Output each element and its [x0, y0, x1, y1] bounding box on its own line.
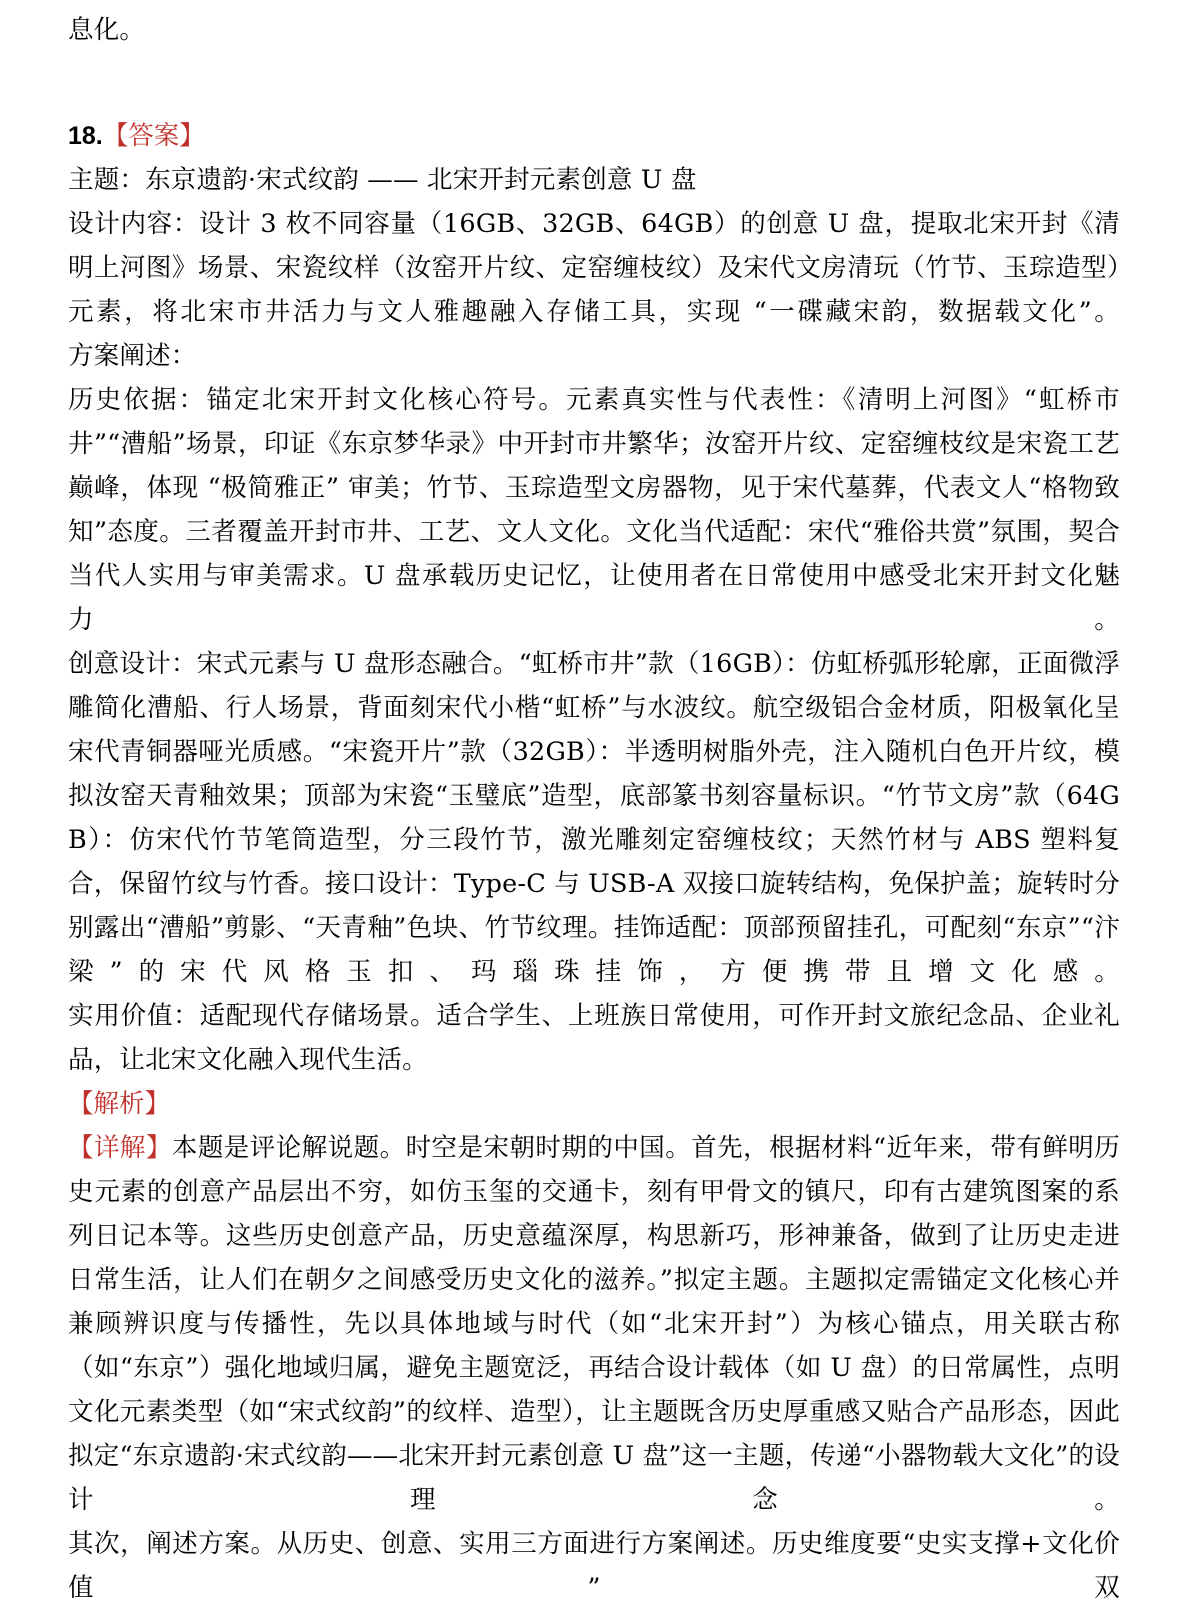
- detail-body-text: 本题是评论解说题。时空是宋朝时期的中国。首先，根据材料“近年来，带有鲜明历史元素的创意产品层出不穷，如仿玉玺的交通卡，刻有甲骨文的镇尺，印有古建筑图案的系列日记本等。这些历史创意产品，历史意蕴深厚，构思新巧，形神兼备，做到了让历史走进日常生活，让人们在朝夕之间感受历史文化的滋养。”拟定主题。主题拟定需锚定文化核心并兼顾辨识度与传播性，先以具体地域与时代（如“北宋开封”）为核心锚点，用关联古称（如“东京”）强化地域归属，避免主题宽泛，再结合设计载体（如 U 盘）的日常属性，点明文化元素类型（如“宋式纹韵”的纹样、造型），让主题既含历史厚重感又贴合产品形态，因此拟定“东京遗韵·宋式纹韵——北宋开封元素创意 U 盘”这一主题，传递“小器物载大文化”的设计理念。: [68, 1133, 1120, 1515]
- answer-creative-design: 创意设计：宋式元素与 U 盘形态融合。“虹桥市井”款（16GB）：仿虹桥弧形轮廓，正面微浮雕简化漕船、行人场景，背面刻宋代小楷“虹桥”与水波纹。航空级铝合金材质，阳极氧化呈宋代青铜器哑光质感。“宋瓷开片”款（32GB）：半透明树脂外壳，注入随机白色开片纹，模拟汝窑天青釉效果；顶部为宋瓷“玉璧底”造型，底部篆书刻容量标识。“竹节文房”款（64GB）：仿宋代竹节笔筒造型，分三段竹节，激光雕刻定窑缠枝纹；天然竹材与 ABS 塑料复合，保留竹纹与竹香。接口设计：Type-C 与 USB-A 双接口旋转结构，免保护盖；旋转时分别露出“漕船”剪影、“天青釉”色块、竹节纹理。挂饰适配：顶部预留挂孔，可配刻“东京”“汴梁”的宋代风格玉扣、玛瑙珠挂饰，方便携带且增文化感。: [68, 649, 1120, 987]
- answer-plan-heading: 方案阐述：: [68, 341, 197, 371]
- question-answer-heading: [68, 114, 1120, 158]
- carryover-text-line: 息化。: [68, 15, 146, 45]
- top-spacer: [68, 0, 1120, 8]
- answer-design-content: 设计内容：设计 3 枚不同容量（16GB、32GB、64GB）的创意 U 盘，提取北宋开封《清明上河图》场景、宋瓷纹样（汝窑开片纹、定窑缠枝纹）及宋代文房清玩（竹节、玉琮造型）元素，将北宋市井活力与文人雅趣融入存储工具，实现 “一碟藏宋韵，数据载文化”。: [68, 209, 1120, 327]
- paragraph-gap: [68, 52, 1120, 114]
- analysis-second-paragraph: 其次，阐述方案。从历史、创意、实用三方面进行方案阐述。历史维度要“史实支撑+文化价值”双: [68, 1529, 1120, 1603]
- analysis-detail-paragraph: [68, 1126, 1120, 1522]
- answer-historical-basis: 历史依据：锚定北宋开封文化核心符号。元素真实性与代表性：《清明上河图》“虹桥市井”“漕船”场景，印证《东京梦华录》中开封市井繁华；汝窑开片纹、定窑缠枝纹是宋瓷工艺巅峰，体现 “极简雅正” 审美；竹节、玉琮造型文房器物，见于宋代墓葬，代表文人“格物致知”态度。三者覆盖开封市井、工艺、文人文化。文化当代适配：宋代“雅俗共赏”氛围，契合当代人实用与审美需求。U 盘承载历史记忆，让使用者在日常使用中感受北宋开封文化魅力。: [68, 385, 1120, 635]
- answer-theme-line: 主题：东京遗韵·宋式纹韵 —— 北宋开封元素创意 U 盘: [68, 165, 697, 195]
- answer-marker: 【答案】: [102, 121, 205, 151]
- answer-practical-value: 实用价值：适配现代存储场景。适合学生、上班族日常使用，可作开封文旅纪念品、企业礼品，让北宋文化融入现代生活。: [68, 1001, 1120, 1075]
- detail-marker: 【详解】: [68, 1133, 172, 1163]
- question-number: 18.: [68, 122, 103, 150]
- page-content-column: [68, 0, 1120, 1610]
- analysis-marker: 【解析】: [68, 1089, 171, 1119]
